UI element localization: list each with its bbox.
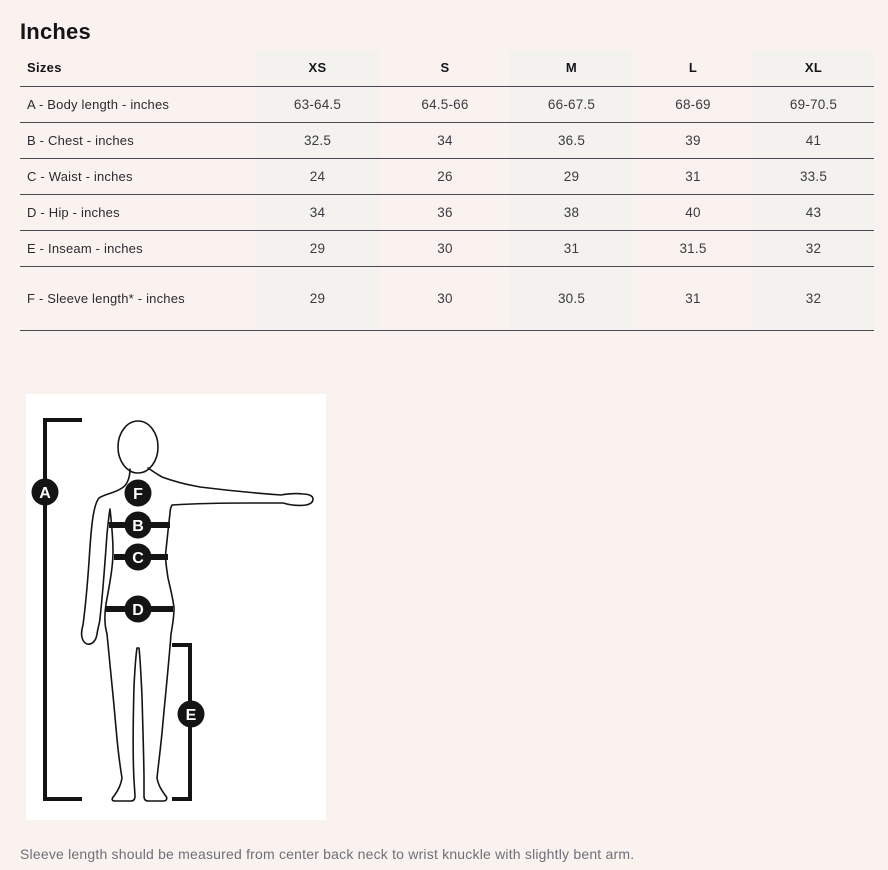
cell-value: 31: [633, 266, 753, 330]
column-header-l: L: [633, 50, 753, 86]
cell-value: 63-64.5: [255, 86, 380, 122]
table-row-body-length: [20, 86, 874, 122]
sleeve-length-footnote: Sleeve length should be measured from center back neck to wrist knuckle with slightly bent arm.: [20, 845, 635, 862]
cell-value: 68-69: [633, 86, 753, 122]
table-header-row: [20, 50, 874, 86]
figure-head: [118, 421, 158, 473]
column-header-s: S: [380, 50, 510, 86]
cell-value: 31: [633, 158, 753, 194]
column-header-xs: XS: [255, 50, 380, 86]
size-chart-table: [20, 50, 874, 331]
cell-value: 36.5: [510, 122, 633, 158]
cell-value: 40: [633, 194, 753, 230]
cell-value: 31.5: [633, 230, 753, 266]
cell-value: 64.5-66: [380, 86, 510, 122]
cell-value: 33.5: [753, 158, 874, 194]
cell-value: 32: [753, 266, 874, 330]
cell-value: 30: [380, 266, 510, 330]
cell-value: 32: [753, 230, 874, 266]
column-header-xl: XL: [753, 50, 874, 86]
column-header-m: M: [510, 50, 633, 86]
badge-f-label: F: [133, 485, 143, 503]
table-row-hip: [20, 194, 874, 230]
column-header-sizes: Sizes: [20, 50, 255, 86]
cell-value: 29: [255, 230, 380, 266]
cell-value: 38: [510, 194, 633, 230]
badge-e-label: E: [185, 706, 197, 724]
cell-value: 36: [380, 194, 510, 230]
cell-value: 69-70.5: [753, 86, 874, 122]
table-row-inseam: [20, 230, 874, 266]
table-row-waist: [20, 158, 874, 194]
badge-a-label: A: [39, 484, 51, 502]
cell-value: 31: [510, 230, 633, 266]
measurement-diagram-panel: [26, 394, 326, 820]
row-label: E - Inseam - inches: [20, 230, 255, 266]
cell-value: 24: [255, 158, 380, 194]
cell-value: 39: [633, 122, 753, 158]
row-label: D - Hip - inches: [20, 194, 255, 230]
figure-body-outline: [82, 468, 313, 801]
cell-value: 66-67.5: [510, 86, 633, 122]
row-label: C - Waist - inches: [20, 158, 255, 194]
row-label: A - Body length - inches: [20, 86, 255, 122]
measurement-letter-badges: [32, 478, 205, 727]
cell-value: 34: [380, 122, 510, 158]
table-row-sleeve-length: [20, 266, 874, 330]
body-length-bracket: [45, 420, 82, 799]
badge-c-label: C: [132, 549, 144, 567]
badge-b-label: B: [132, 517, 144, 535]
cell-value: 41: [753, 122, 874, 158]
cell-value: 29: [255, 266, 380, 330]
table-row-chest: [20, 122, 874, 158]
cell-value: 30.5: [510, 266, 633, 330]
badge-d-label: D: [132, 601, 144, 619]
cell-value: 32.5: [255, 122, 380, 158]
cell-value: 43: [753, 194, 874, 230]
page-title: Inches: [20, 19, 91, 44]
row-label: B - Chest - inches: [20, 122, 255, 158]
cell-value: 26: [380, 158, 510, 194]
cell-value: 30: [380, 230, 510, 266]
body-measurement-diagram: [26, 394, 326, 820]
row-label: F - Sleeve length* - inches: [20, 266, 255, 330]
cell-value: 34: [255, 194, 380, 230]
cell-value: 29: [510, 158, 633, 194]
